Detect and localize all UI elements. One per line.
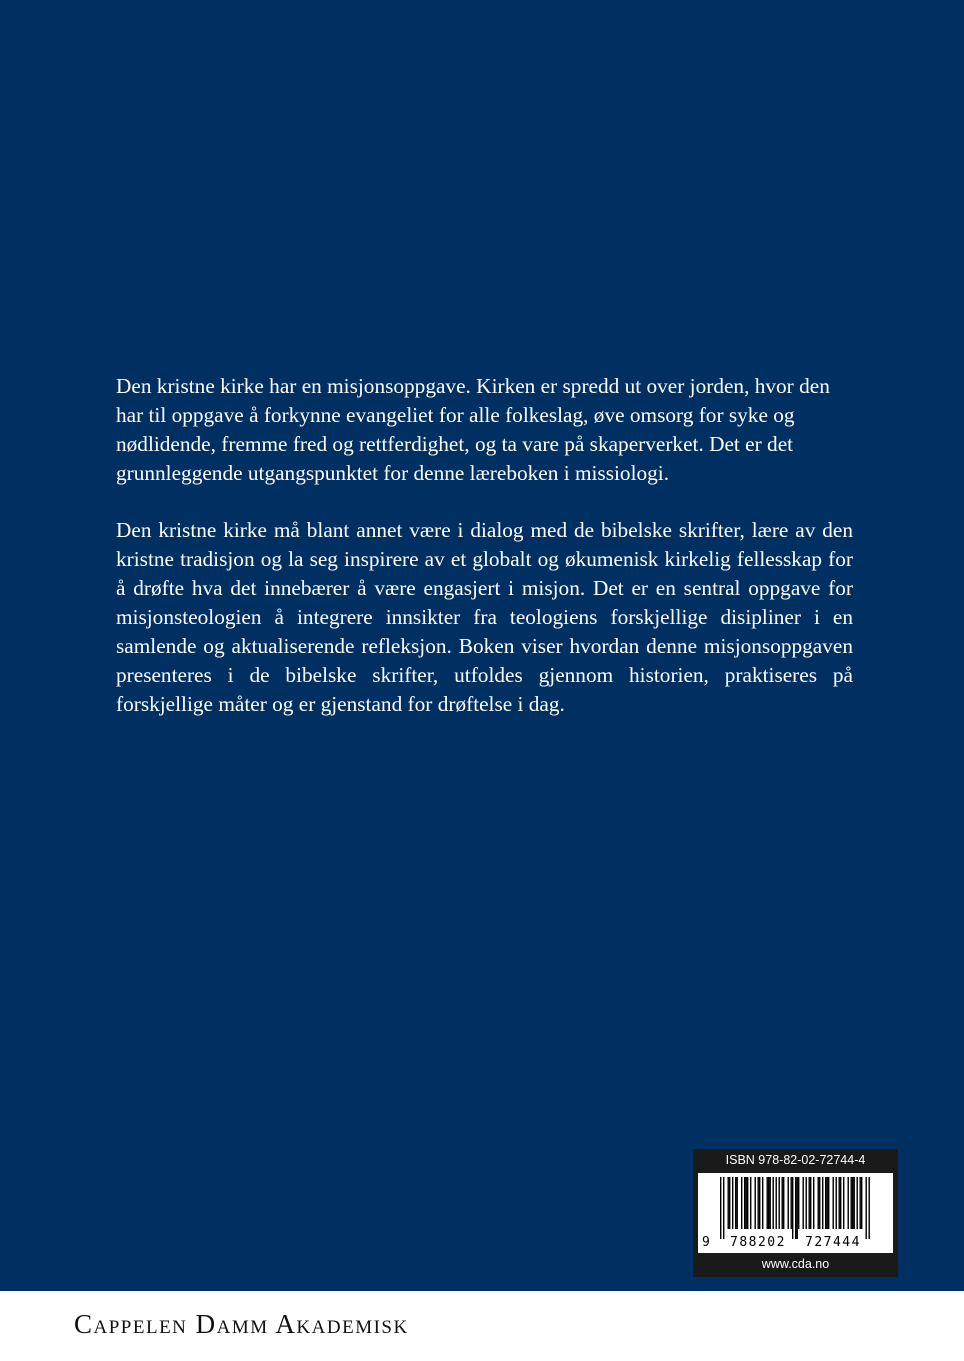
barcode-bars-icon <box>720 1177 870 1239</box>
publisher-logo: Cappelen Damm Akademisk <box>74 1309 409 1339</box>
publisher-website: www.cda.no <box>761 1257 830 1271</box>
barcode-digit-prefix: 9 <box>702 1235 712 1250</box>
barcode <box>698 1173 893 1253</box>
isbn-box <box>693 1149 898 1277</box>
blurb-paragraph-1: Den kristne kirke har en misjonsoppgave. Kirken er spredd ut over jorden, hvor den har til oppgave å forkynne evangeliet for alle folkeslag, øve omsorg for syke og nødlidende, fremme fred og rettferdighet, og ta vare på skaperverket. Det er det grunnleggende utgangspunktet for denne læreboken i missiologi. <box>116 374 830 485</box>
barcode-digits-left: 788202 <box>730 1235 786 1250</box>
blurb-paragraph-2: Den kristne kirke må blant annet være i dialog med de bibelske skrifter, lære av den kristne tradisjon og la seg inspirere av et globalt og økumenisk kirkelig fellesskap for å drøfte hva det innebærer å være engasjert i misjon. Det er en sentral oppgave for misjonsteologien å integrere innsikter fra teologiens forskjellige disipliner i en samlende og aktualiserende refleksjon. Boken viser hvordan denne misjonsoppgaven presenteres i de bibelske skrifter, utfoldes gjennom historien, praktiseres på forskjellige måter og er gjenstand for drøftelse i dag. <box>116 518 853 716</box>
barcode-digits-right: 727444 <box>805 1235 861 1250</box>
isbn-label: ISBN 978-82-02-72744-4 <box>725 1153 866 1167</box>
